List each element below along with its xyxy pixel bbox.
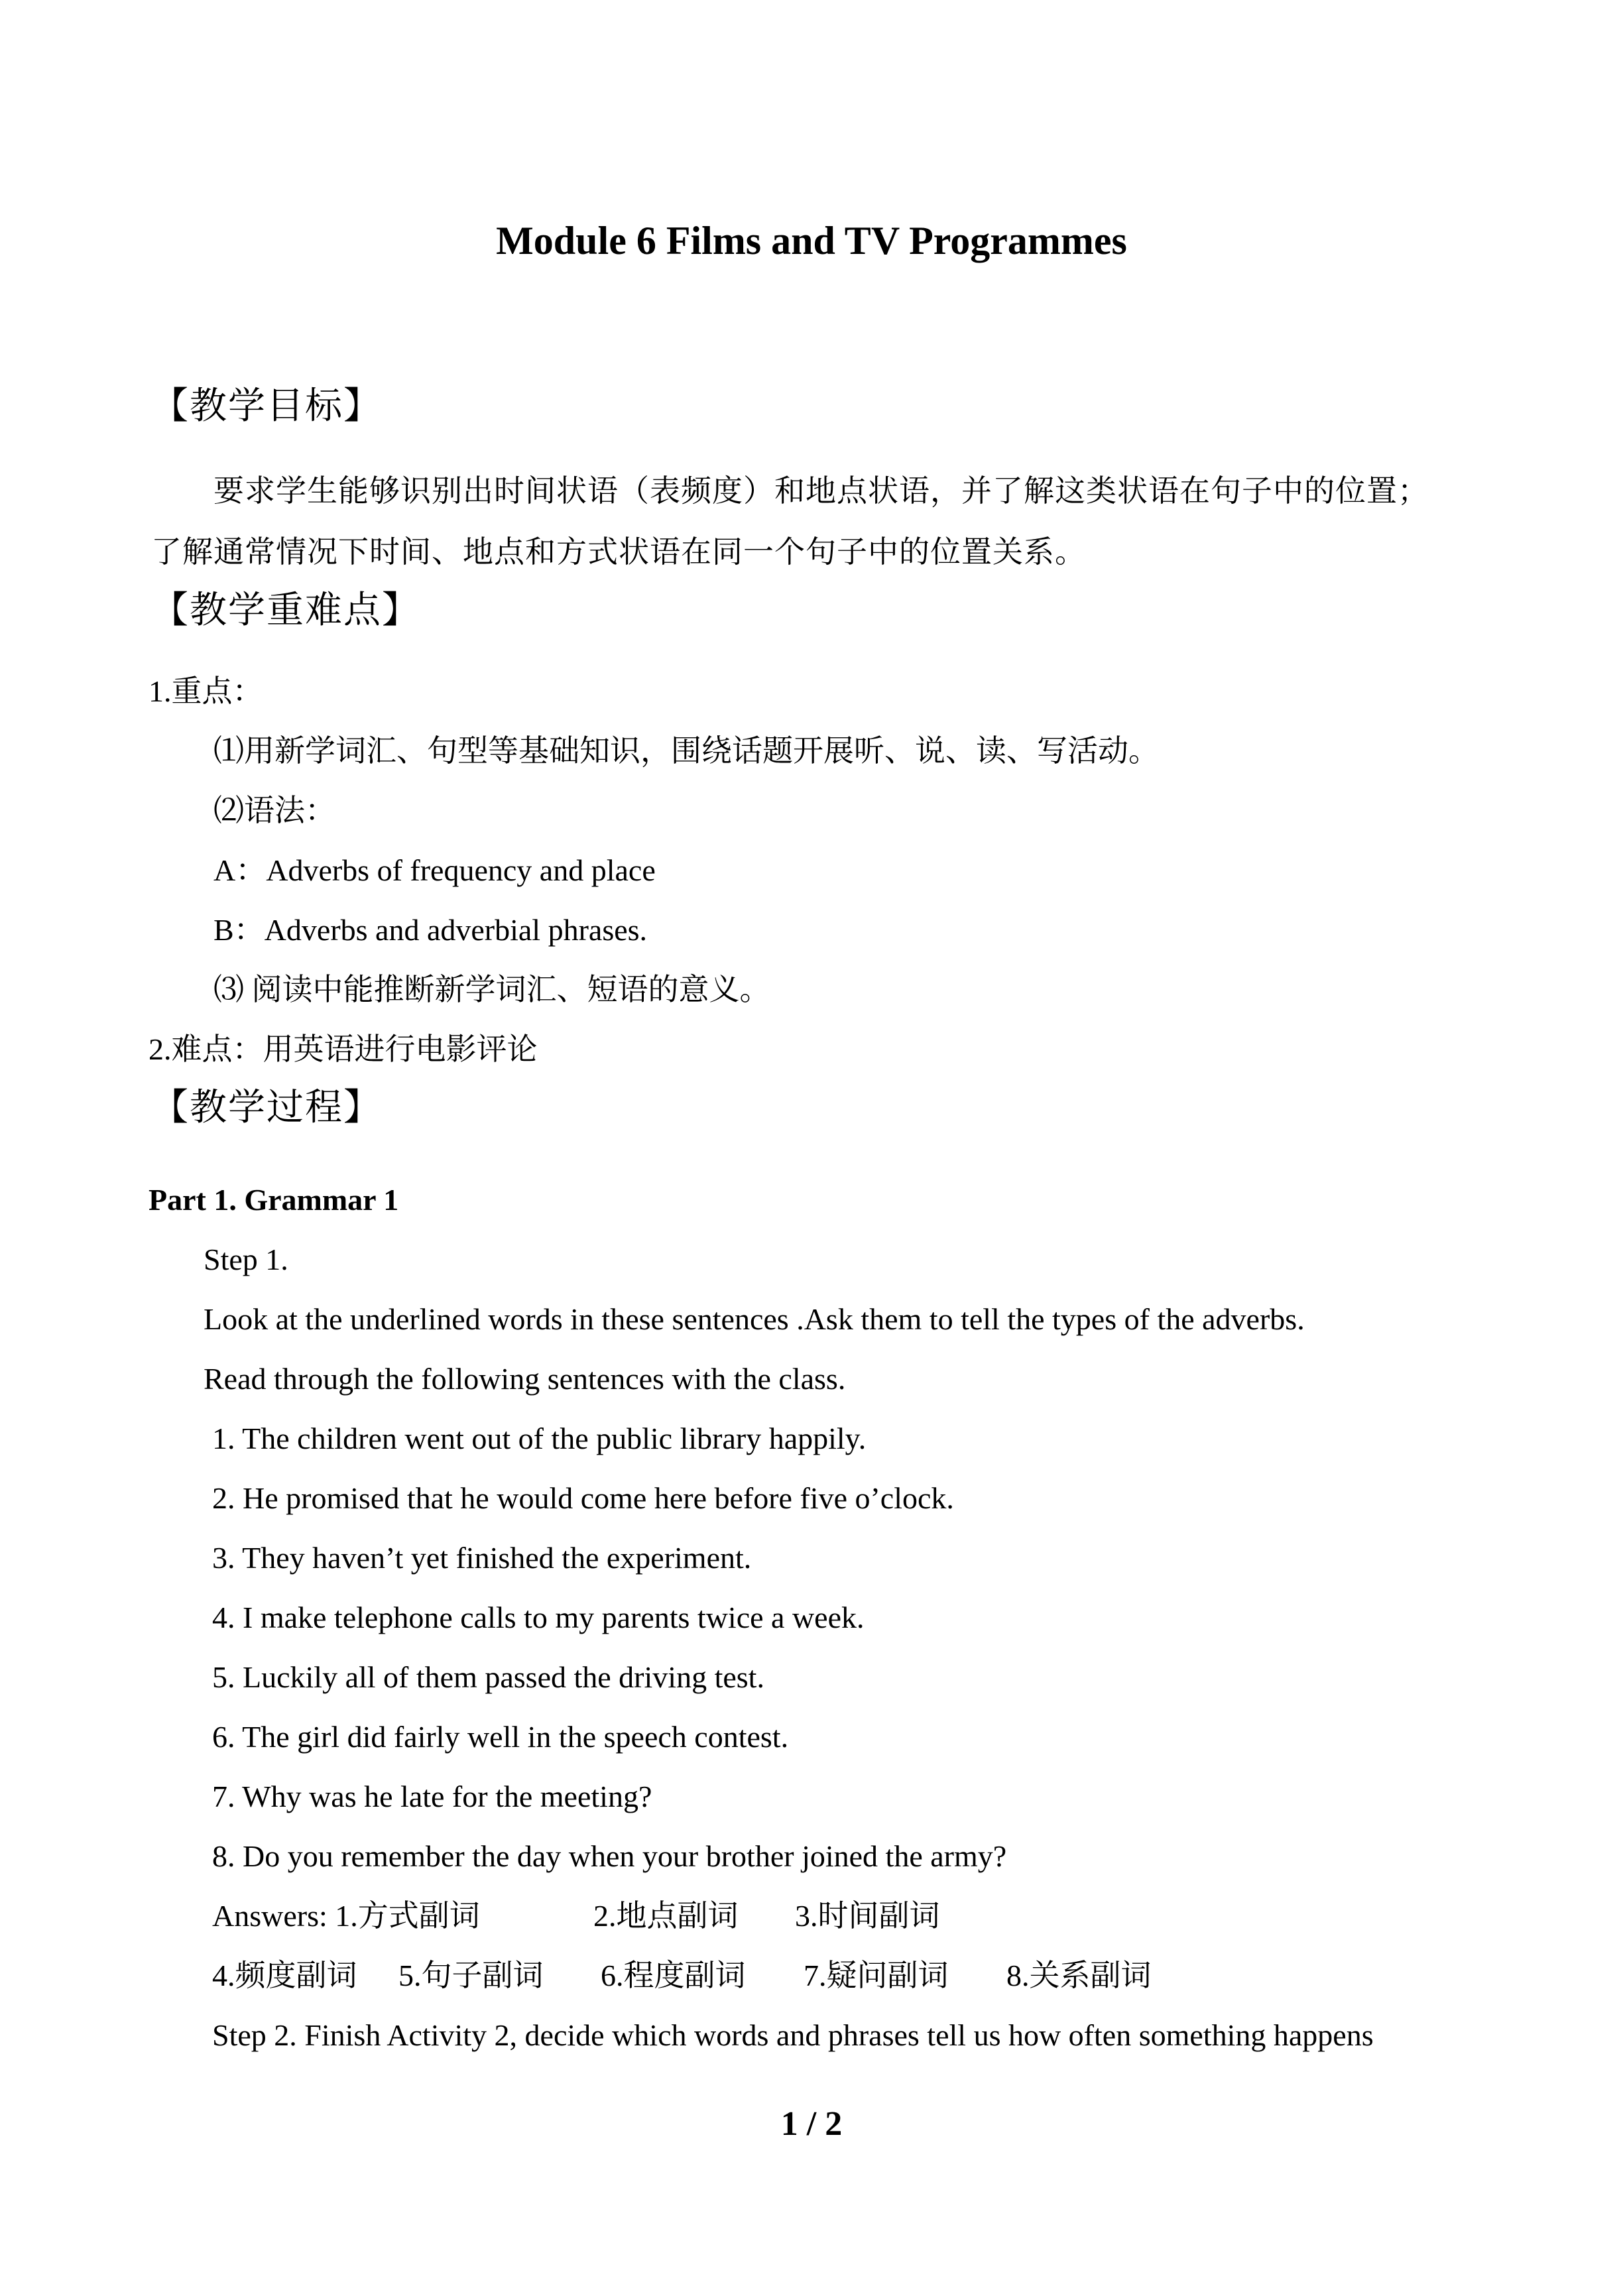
objectives-heading: 【教学目标】 [151,386,382,427]
page-number: 1 / 2 [780,2105,843,2143]
answers-label: Answers: 1.方式副词 [212,1899,480,1933]
keypoint-1a: ⑴用新学词汇、句型等基础知识，围绕话题开展听、说、读、写活动。 [213,734,1159,768]
part1-heading: Part 1. Grammar 1 [149,1183,399,1217]
answer-item: 4.频度副词 [212,1959,357,1992]
objectives-paragraph-line2: 了解通常情况下时间、地点和方式状语在同一个句子中的位置关系。 [151,535,1086,569]
sentence-item: 2. He promised that he would come here before five o’clock. [212,1481,954,1515]
keypoint-B: B：Adverbs and adverbial phrases. [213,913,648,947]
sentence-item: 7. Why was he late for the meeting? [212,1780,652,1813]
sentence-item: 5. Luckily all of them passed the driving test. [212,1660,764,1694]
step1-label: Step 1. [204,1242,288,1276]
keypoint-2: 2.难点：用英语进行电影评论 [149,1032,538,1066]
sentence-item: 6. The girl did fairly well in the speech contest. [212,1720,789,1754]
answer-item: 6.程度副词 [601,1959,746,1992]
sentence-item: 8. Do you remember the day when your brother joined the army? [212,1839,1007,1873]
answer-item: 7.疑问副词 [804,1959,949,1992]
keypoint-1c: ⑶ 阅读中能推断新学词汇、短语的意义。 [213,973,770,1006]
answer-item: 3.时间副词 [795,1899,940,1933]
keypoints-heading: 【教学重难点】 [151,590,420,631]
step1-instruction-2: Read through the following sentences with the class. [204,1362,846,1396]
sentence-item: 3. They haven’t yet finished the experiment. [212,1541,752,1575]
objectives-paragraph-line1: 要求学生能够识别出时间状语（表频度）和地点状语，并了解这类状语在句子中的位置； [213,474,1429,508]
keypoint-A: A：Adverbs of frequency and place [213,853,656,887]
answer-item: 5.句子副词 [398,1959,544,1992]
sentence-item: 4. I make telephone calls to my parents twice a week. [212,1601,865,1634]
keypoint-1b: ⑵语法： [213,794,335,827]
keypoint-1: 1.重点： [149,674,263,708]
step2-instruction: Step 2. Finish Activity 2, decide which words and phrases tell us how often something happens [212,2018,1374,2052]
document-title: Module 6 Films and TV Programmes [496,219,1127,263]
sentence-item: 1. The children went out of the public library happily. [212,1421,867,1455]
answer-item: 2.地点副词 [593,1899,739,1933]
answer-item: 8.关系副词 [1006,1959,1152,1992]
step1-instruction-1: Look at the underlined words in these sentences .Ask them to tell the types of the adverbs. [204,1302,1305,1336]
process-heading: 【教学过程】 [151,1087,382,1128]
